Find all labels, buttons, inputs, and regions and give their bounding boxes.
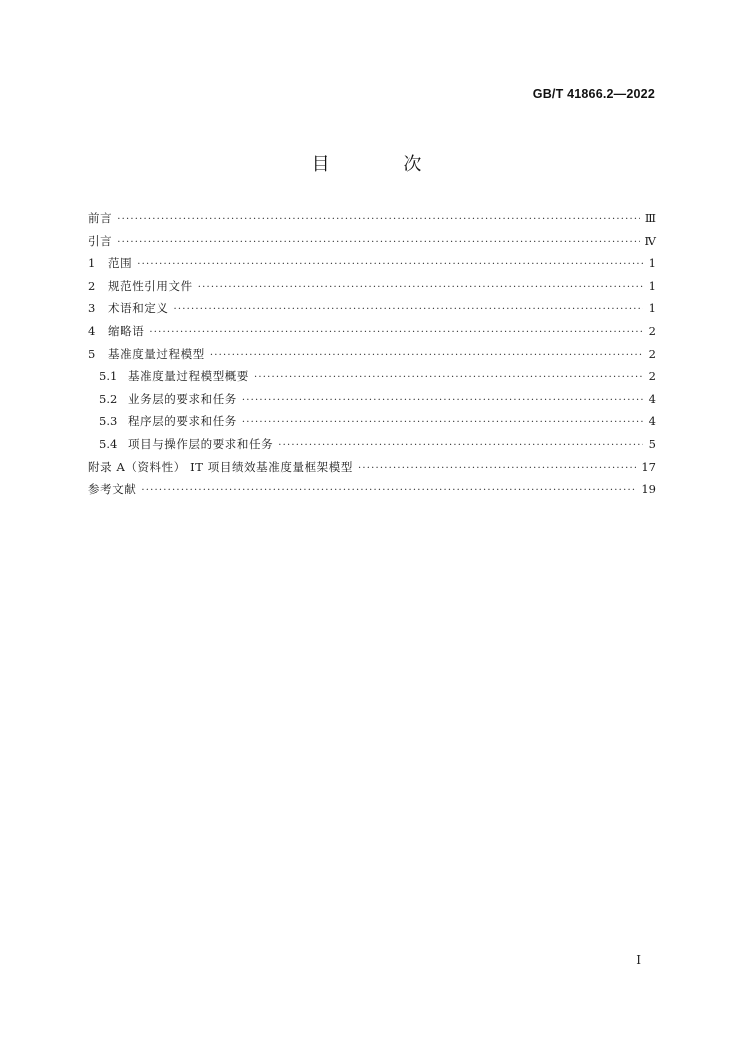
toc-entry-text: 项目与操作层的要求和任务 bbox=[128, 436, 274, 451]
toc-entry-benchmark-process-model[interactable] bbox=[88, 343, 656, 366]
dot-leader bbox=[278, 435, 643, 458]
toc-entry-text: 术语和定义 bbox=[108, 301, 169, 316]
toc-entry-text: 程序层的要求和任务 bbox=[128, 414, 237, 429]
toc-entry-foreword[interactable] bbox=[88, 207, 656, 230]
toc-entry-text: 范围 bbox=[108, 256, 133, 271]
toc-entry-terms-and-definitions[interactable] bbox=[88, 297, 656, 320]
toc-entry-scope[interactable] bbox=[88, 252, 656, 275]
toc-entry-number: 2 bbox=[88, 278, 96, 293]
dot-leader bbox=[174, 299, 644, 322]
toc-entry-text: 业务层的要求和任务 bbox=[128, 391, 237, 406]
toc-entry-number: 5.2 bbox=[99, 391, 118, 406]
toc-entry-text: 前言 bbox=[88, 211, 113, 225]
toc-entry-page: 2 bbox=[648, 369, 656, 384]
toc-entry-page: 1 bbox=[648, 256, 656, 271]
dot-leader bbox=[198, 277, 643, 300]
dot-leader bbox=[117, 232, 639, 255]
toc-entry-annex-a[interactable] bbox=[88, 456, 656, 479]
toc-entry-text: 引言 bbox=[88, 233, 113, 248]
toc-entry-bibliography[interactable] bbox=[88, 478, 656, 501]
toc-entry-number: 5.3 bbox=[99, 414, 118, 429]
dot-leader bbox=[210, 345, 643, 368]
toc-entry-text: 参考文献 bbox=[88, 482, 137, 497]
toc-entry-page: 5 bbox=[648, 436, 656, 451]
toc-entry-program-layer[interactable] bbox=[88, 410, 656, 433]
toc-entry-text: 基准度量过程模型 bbox=[108, 346, 205, 361]
toc-entry-number: 1 bbox=[88, 256, 96, 271]
dot-leader bbox=[117, 209, 640, 232]
toc-entry-number: 3 bbox=[88, 301, 96, 316]
toc-entry-normative-references[interactable] bbox=[88, 275, 656, 298]
toc-entry-text: 附录 A（资料性） IT 项目绩效基准度量框架模型 bbox=[88, 459, 353, 474]
toc-entry-model-overview[interactable] bbox=[88, 365, 656, 388]
page-number: I bbox=[636, 953, 641, 967]
standard-number: GB/T 41866.2—2022 bbox=[532, 87, 655, 101]
dot-leader bbox=[242, 390, 643, 413]
dot-leader bbox=[358, 458, 636, 481]
toc-entry-text: 规范性引用文件 bbox=[108, 278, 193, 293]
toc-entry-text: 基准度量过程模型概要 bbox=[128, 369, 249, 384]
toc-entry-text: 缩略语 bbox=[108, 323, 145, 338]
page-title: 目 次 bbox=[311, 154, 456, 175]
toc-entry-page: 1 bbox=[648, 278, 656, 293]
toc-entry-number: 4 bbox=[88, 323, 96, 338]
toc-entry-page: 19 bbox=[641, 482, 656, 497]
dot-leader bbox=[149, 322, 643, 345]
toc-entry-business-layer[interactable] bbox=[88, 388, 656, 411]
dot-leader bbox=[242, 412, 643, 435]
dot-leader bbox=[254, 367, 643, 390]
toc-entry-page: 1 bbox=[648, 301, 656, 316]
toc-entry-introduction[interactable] bbox=[88, 230, 656, 253]
toc-entry-page: 2 bbox=[648, 346, 656, 361]
toc-entry-page: 4 bbox=[648, 391, 656, 406]
table-of-contents bbox=[88, 207, 656, 501]
toc-entry-number: 5.1 bbox=[99, 369, 118, 384]
toc-entry-page: 2 bbox=[648, 323, 656, 338]
toc-entry-page: Ⅳ bbox=[644, 233, 656, 248]
dot-leader bbox=[141, 480, 636, 503]
toc-entry-page: Ⅲ bbox=[644, 211, 656, 225]
dot-leader bbox=[137, 254, 643, 277]
toc-entry-number: 5.4 bbox=[99, 436, 118, 451]
toc-entry-page: 4 bbox=[648, 414, 656, 429]
toc-entry-number: 5 bbox=[88, 346, 96, 361]
toc-entry-project-operation-layer[interactable] bbox=[88, 433, 656, 456]
toc-entry-page: 17 bbox=[641, 459, 656, 474]
toc-entry-abbreviations[interactable] bbox=[88, 320, 656, 343]
